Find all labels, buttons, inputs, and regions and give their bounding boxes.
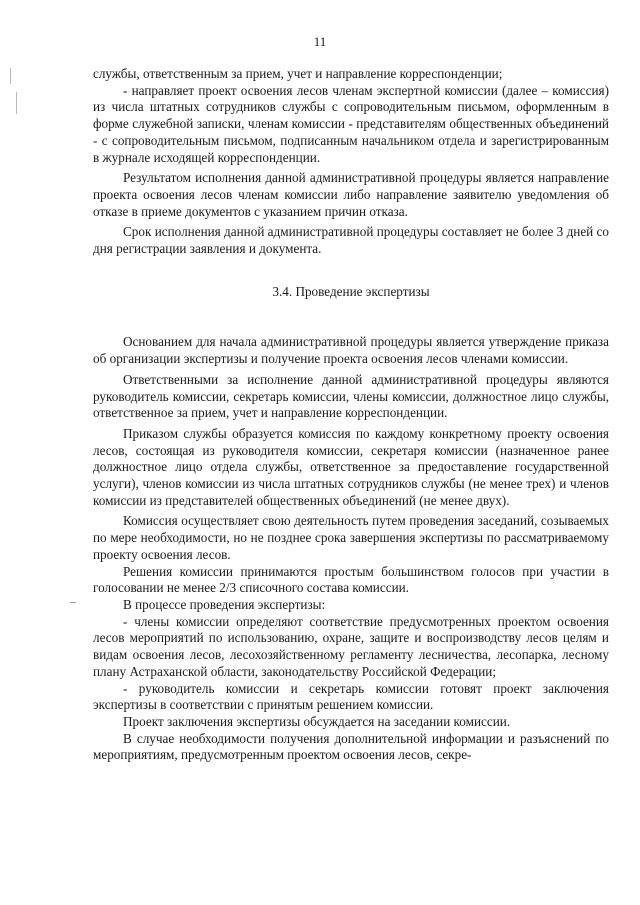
document-body [93,66,609,764]
paragraph: Комиссия осуществляет свою деятельность путем проведения заседаний, созываемых по мере необходимости, но не позднее срока завершения экспертизы по рассматриваемому проекту освоения лесов. [93,513,609,562]
paragraph: Результатом исполнения данной административной процедуры является направление проекта освоения лесов членам комиссии либо направление заявителю уведомления об отказе в приеме документов с указанием причин отказа. [93,170,609,219]
paragraph: службы, ответственным за прием, учет и направление корреспонденции; [93,66,503,81]
paragraph: Основанием для начала административной процедуры является утверждение приказа об организации экспертизы и получение проекта освоения лесов членами комиссии. [93,334,609,367]
paragraph: Проект заключения экспертизы обсуждается на заседании комиссии. [123,713,511,729]
paragraph: Ответственными за исполнение данной административной процедуры являются руководитель комиссии, секретарь комиссии, члены комиссии, должностное лицо службы, ответственное за прием, учет и направление корреспонденции. [93,371,609,421]
scan-artifact-mark [10,68,11,84]
scan-artifact-tick [70,602,76,603]
scan-artifact-mark [16,92,17,114]
list-item: - члены комиссии определяют соответствие предусмотренных проектом освоения лесов мероприятий по использованию, охране, защите и воспроизводству лесов целям и видам освоения лесов, лесохозяйственному регламенту лесничества, лесопарка, лесному плану Астраханской области, законодательству Российской Федерации; [93,613,609,679]
page-number: 11 [313,34,327,49]
section-heading: 3.4. Проведение экспертизы [272,283,430,299]
paragraph: Решения комиссии принимаются простым большинством голосов при участии в голосовании не менее 2/3 списочного состава комиссии. [93,563,609,596]
paragraph: - направляет проект освоения лесов членам экспертной комиссии (далее – комиссия) из числа штатных сотрудников службы с сопроводительным письмом, оформленным в форме служебной записки, членам комиссии - представителям общественных объединений - с сопроводительным письмом, подписанным начальником отдела и зарегистрированным в журнале исходящей корреспонденции. [93,82,609,165]
list-item: - руководитель комиссии и секретарь комиссии готовят проект заключения экспертизы в соответствии с принятым решением комиссии. [93,680,609,713]
paragraph: В случае необходимости получения дополнительной информации и разъяснений по мероприятиям, предусмотренным проектом освоения лесов, секре- [93,730,609,763]
paragraph: Приказом службы образуется комиссия по каждому конкретному проекту освоения лесов, состоящая из руководителя комиссии, секретаря комиссии (назначенное ранее должностное лицо отдела службы, ответственное за предоставление государственной услуги), членов комиссии из числа штатных сотрудников службы (не менее трех) и членов комиссии из представителей общественных объединений (не менее двух). [93,425,609,508]
paragraph: В процессе проведения экспертизы: [123,596,326,612]
paragraph: Срок исполнения данной административной процедуры составляет не более 3 дней со дня регистрации заявления и документа. [93,224,609,257]
